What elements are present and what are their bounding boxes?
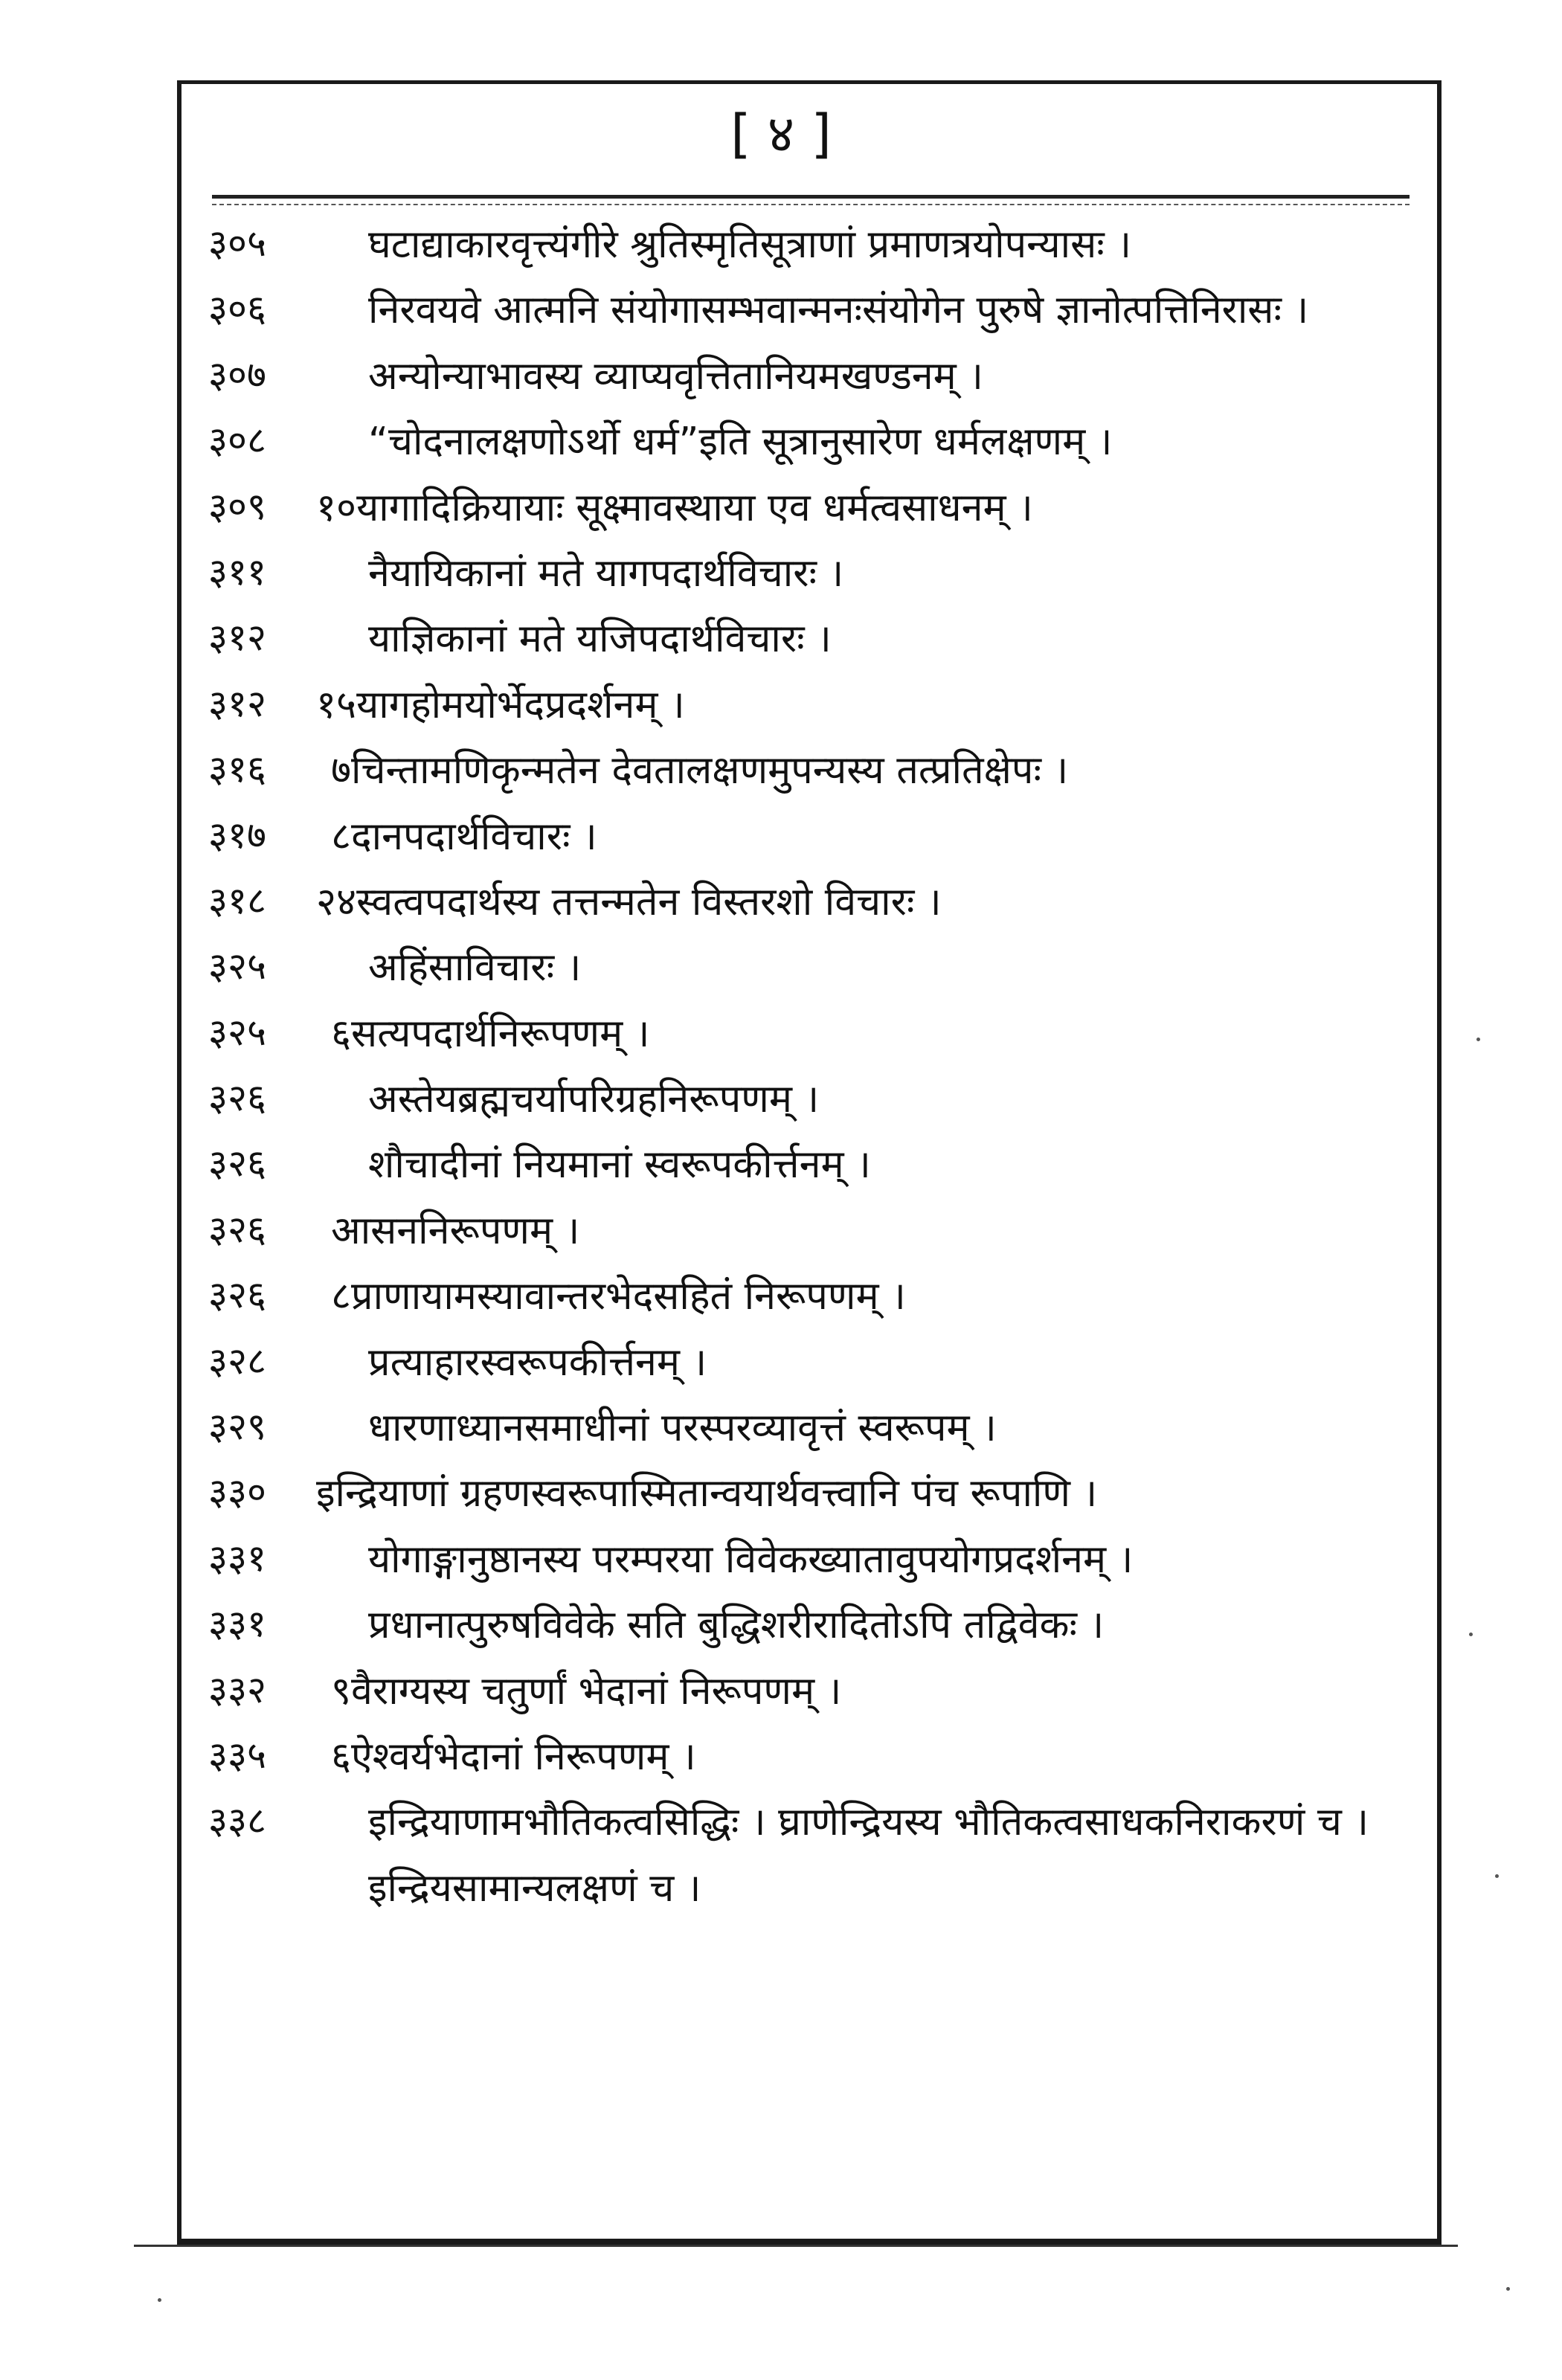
list-item <box>190 606 1432 672</box>
entry-page-number: ३३१ <box>208 1536 266 1580</box>
list-item <box>190 1198 1432 1264</box>
entry-text: इन्द्रियाणां ग्रहणस्वरूपास्मितान्वयार्थवत्त्वानि पंच रूपाणि । <box>316 1471 1098 1517</box>
contents-list <box>190 212 1432 1921</box>
entry-text: “चोदनालक्षणोऽर्थो धर्म”इति सूत्रानुसारेण धर्मलक्षणम् । <box>368 419 1113 465</box>
entry-page-number: ३११ <box>208 550 266 594</box>
entry-page-number: ३१७ <box>208 813 266 857</box>
header-rule-dashed <box>212 204 1410 205</box>
entry-text: नैयायिकानां मते यागपदार्थविचारः । <box>368 550 844 596</box>
list-item <box>190 1659 1432 1724</box>
list-item <box>190 1330 1432 1395</box>
entry-page-number: ३३१ <box>208 1602 266 1646</box>
list-item <box>190 1724 1432 1789</box>
list-item <box>190 1395 1432 1461</box>
entry-text: अन्योन्याभावस्य व्याप्यवृत्तितानियमखण्डनम् । <box>368 353 983 399</box>
entry-page-number: ३२६ <box>208 1076 266 1120</box>
entry-text: ७चिन्तामणिकृन्मतेन देवतालक्षणमुपन्यस्य तत्प्रतिक्षेपः । <box>331 748 1069 794</box>
entry-page-number: ३१८ <box>208 878 266 922</box>
list-item <box>190 672 1432 738</box>
list-item <box>190 1067 1432 1132</box>
list-item <box>190 475 1432 541</box>
header-rule <box>212 195 1410 199</box>
list-item <box>190 935 1432 1000</box>
list-item <box>190 1592 1432 1658</box>
entry-text: प्रत्याहारस्वरूपकीर्त्तनम् । <box>368 1339 707 1385</box>
page-number: [ ४ ] <box>730 103 832 164</box>
scan-speck <box>1476 1038 1480 1041</box>
entry-text: शौचादीनां नियमानां स्वरूपकीर्त्तनम् । <box>368 1142 871 1188</box>
entry-page-number: ३२६ <box>208 1142 266 1186</box>
list-item <box>190 1789 1432 1921</box>
entry-page-number: ३३२ <box>208 1667 266 1711</box>
entry-page-number: ३२६ <box>208 1207 266 1251</box>
entry-page-number: ३२५ <box>208 1010 266 1054</box>
entry-text: निरवयवे आत्मनि संयोगासम्भवान्मनःसंयोगेन पुरुषे ज्ञानोत्पत्तिनिरासः । <box>368 288 1309 333</box>
list-item <box>190 869 1432 935</box>
entry-text: ९वैराग्यस्य चतुर्णां भेदानां निरूपणम् । <box>331 1668 842 1714</box>
entry-page-number: ३०७ <box>208 353 266 396</box>
entry-page-number: ३३५ <box>208 1733 266 1777</box>
entry-page-number: ३२५ <box>208 945 266 988</box>
scan-speck <box>158 2298 161 2302</box>
entry-text: १५यागहोमयोर्भेदप्रदर्शनम् । <box>316 682 685 727</box>
scan-speck <box>1469 1633 1473 1636</box>
entry-text: ६ऐश्वर्यभेदानां निरूपणम् । <box>331 1734 696 1779</box>
entry-text: १०यागादिक्रियायाः सूक्ष्मावस्थाया एव धर्मत्वसाधनम् । <box>316 485 1033 530</box>
entry-page-number: ३३८ <box>208 1799 266 1843</box>
list-item <box>190 1461 1432 1526</box>
entry-page-number: ३०६ <box>208 287 266 331</box>
entry-text: याज्ञिकानां मते यजिपदार्थविचारः । <box>368 617 832 662</box>
list-item <box>190 541 1432 606</box>
entry-page-number: ३२६ <box>208 1273 266 1317</box>
list-item <box>190 804 1432 869</box>
entry-text: घटाद्याकारवृत्त्यंगीरे श्रुतिस्मृतिसूत्राणां प्रमाणत्रयोपन्यासः । <box>368 222 1132 267</box>
entry-text: अहिंसाविचारः । <box>368 945 582 991</box>
entry-page-number: ३१२ <box>208 616 266 660</box>
list-item <box>190 212 1432 277</box>
entry-text: इन्द्रियाणामभौतिकत्वसिद्धिः । घ्राणेन्द्रियस्य भौतिकत्वसाधकनिराकरणं च । इन्द्रियसामान्यलक्षणं च । <box>368 1800 1369 1911</box>
scan-speck <box>1495 1874 1499 1878</box>
footer-rule <box>134 2245 1458 2247</box>
list-item <box>190 277 1432 343</box>
entry-page-number: ३०९ <box>208 484 266 528</box>
scan-speck <box>1506 2287 1510 2291</box>
entry-text: २४स्वत्वपदार्थस्य तत्तन्मतेन विस्तरशो विचारः । <box>316 879 942 924</box>
list-item <box>190 738 1432 803</box>
entry-page-number: ३१२ <box>208 681 266 725</box>
entry-text: प्रधानात्पुरुषविवेके सति बुद्धिशरीरादितोऽपि तद्विवेकः । <box>368 1603 1105 1648</box>
entry-text: योगाङ्गानुष्ठानस्य परम्परया विवेकख्यातावुपयोगप्रदर्शनम् । <box>368 1537 1134 1582</box>
entry-text: ८प्राणायामस्यावान्तरभेदसहितं निरूपणम् । <box>331 1274 906 1319</box>
entry-page-number: ३०५ <box>208 222 266 265</box>
entry-text: धारणाध्यानसमाधीनां परस्परव्यावृत्तं स्वरूपम् । <box>368 1406 997 1451</box>
entry-page-number: ३२८ <box>208 1339 266 1383</box>
entry-page-number: ३०८ <box>208 419 266 463</box>
list-item <box>190 409 1432 475</box>
list-item <box>190 1001 1432 1067</box>
list-item <box>190 1264 1432 1329</box>
entry-page-number: ३१६ <box>208 747 266 791</box>
entry-text: आसननिरूपणम् । <box>331 1208 580 1253</box>
list-item <box>190 344 1432 409</box>
entry-text: ६सत्यपदार्थनिरूपणम् । <box>331 1011 650 1056</box>
entry-text: ८दानपदार्थविचारः । <box>331 814 597 859</box>
entry-text: अस्तेयब्रह्मचर्यापरिग्रहनिरूपणम् । <box>368 1077 820 1122</box>
list-item <box>190 1527 1432 1592</box>
entry-page-number: ३३० <box>208 1470 266 1514</box>
list-item <box>190 1132 1432 1197</box>
entry-page-number: ३२९ <box>208 1405 266 1449</box>
